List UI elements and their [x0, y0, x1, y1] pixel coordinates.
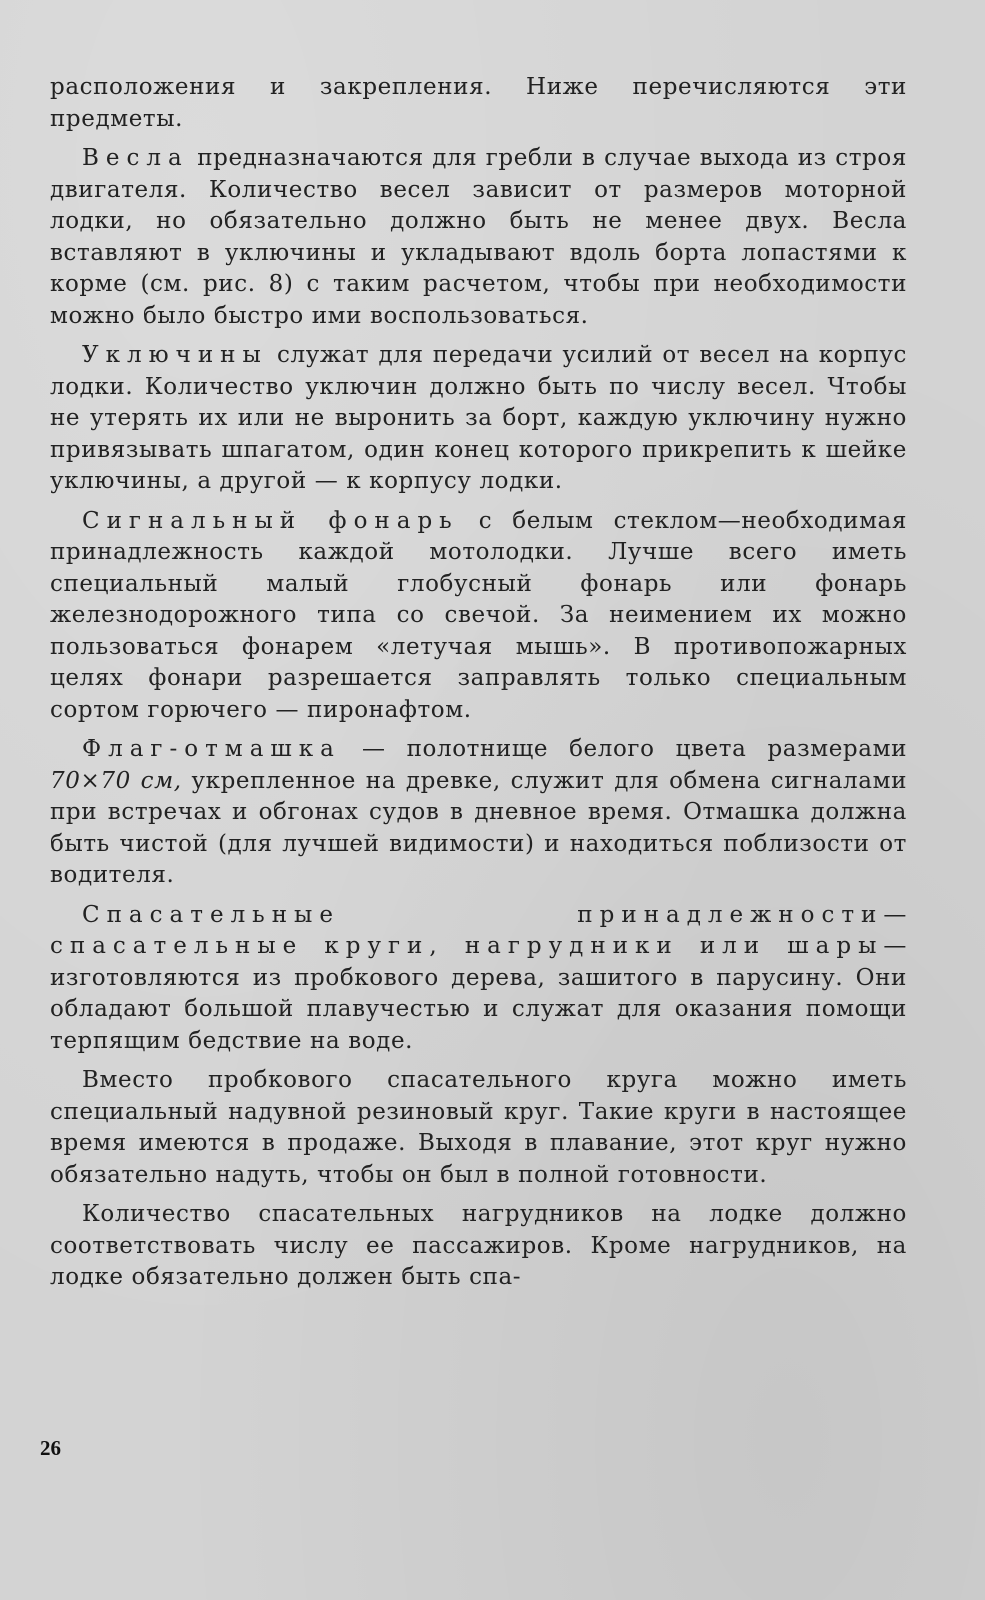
paragraph-oars: [50, 143, 907, 332]
paragraph-continuation: [50, 72, 907, 135]
term-signal-lantern: Сигнальный фонарь: [82, 507, 459, 534]
paragraph-text: расположения и закрепления. Ниже перечисляются эти предметы.: [50, 74, 907, 132]
paragraph-oarlocks: [50, 340, 907, 498]
paragraph-text: служат для передачи усилий от весел на корпус лодки. Количество уключин должно быть по числу весел. Чтобы не утерять их или не выронить за борт, каждую уключину нужно привязывать шпагатом, один конец которого прикрепить к шейке уключины, а другой — к корпусу лодки.: [50, 342, 907, 494]
term-lifesaving-items: спасательные круги, нагрудники или шары: [50, 933, 884, 959]
paragraph-text: —изготовляются из пробкового дерева, зашитого в парусину. Они обладают большой плавучестью и служат для оказания помощи терпящим бедствие на воде.: [50, 933, 907, 1054]
paragraph-signal-lantern: [50, 506, 907, 727]
term-signal-flag: Флаг-отмашка: [82, 736, 341, 762]
paragraph-text: с белым стеклом—необходимая принадлежность каждой мотолодки. Лучше всего иметь специальный малый глобусный фонарь или фонарь железнодорожного типа со свечой. За неимением их можно пользоваться фонарем «летучая мышь». В противопожарных целях фонари разрешается заправлять только специальным сортом горючего — пиронафтом.: [50, 507, 907, 723]
paragraph-lifesaving: [50, 900, 907, 1058]
term-oarlocks: Уключины: [82, 342, 268, 368]
paragraph-text: Вместо пробкового спасательного круга можно иметь специальный надувной резиновый круг. Такие круги в настоящее время имеются в продаже. Выходя в плавание, этот круг нужно обязательно надуть, чтобы он был в полной готовности.: [50, 1067, 907, 1188]
paragraph-inflatable: [50, 1065, 907, 1191]
paragraph-text: Количество спасательных нагрудников на лодке должно соответствовать числу ее пассажиров. Кроме нагрудников, на лодке обязательно должен быть спа-: [50, 1201, 907, 1290]
flag-size: 70×70 см,: [50, 767, 182, 794]
dash: —: [883, 901, 907, 928]
page-body: [50, 72, 907, 1294]
paragraph-vests: [50, 1199, 907, 1294]
paragraph-text-before: — полотнище белого цвета размерами: [340, 736, 907, 762]
paragraph-text: предназначаются для гребли в случае выхода из строя двигателя. Количество весел зависит от размеров моторной лодки, но обязательно должно быть не менее двух. Весла вставляют в уключины и укладывают вдоль борта лопастями к корме (см. рис. 8) с таким расчетом, чтобы при необходимости можно было быстро ими воспользоваться.: [50, 145, 907, 329]
paragraph-signal-flag: [50, 734, 907, 892]
term-lifesaving: Спасательные принадлежности: [82, 901, 884, 928]
page-number: 26: [40, 1436, 61, 1460]
paragraph-text: укрепленное на древке, служит для обмена сигналами при встречах и обгонах судов в дневное время. Отмашка должна быть чистой (для лучшей видимости) и находиться поблизости от водителя.: [50, 767, 907, 888]
term-oars: Весла: [82, 145, 189, 171]
